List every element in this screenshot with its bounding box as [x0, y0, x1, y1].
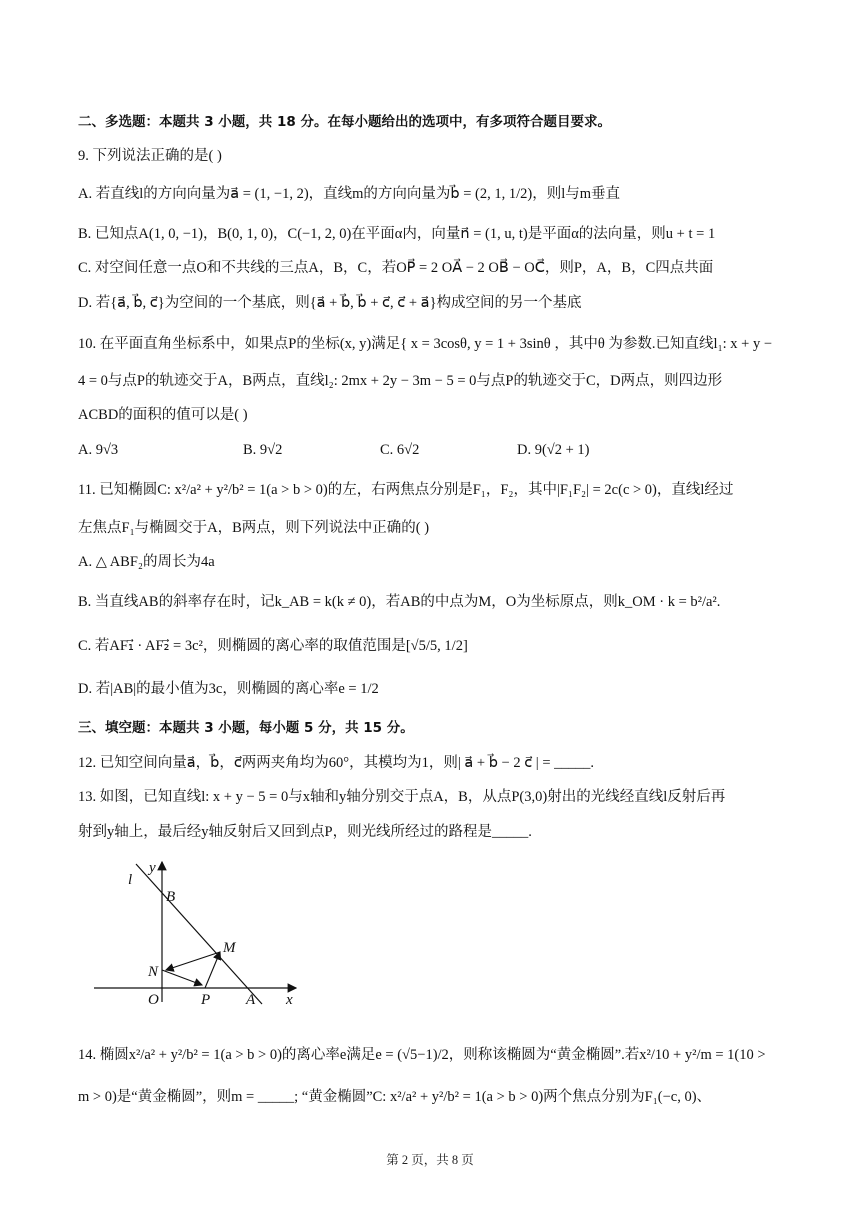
section2-header: 二、多选题：本题共 3 小题，共 18 分。在每小题给出的选项中，有多项符合题目要求。 [78, 114, 611, 130]
q13-line1: 13. 如图，已知直线l: x + y − 5 = 0与x轴和y轴分别交于点A，B，从点P(3,0)射出的光线经直线l反射后再 [78, 789, 726, 805]
q9-option-c: C. 对空间任意一点O和不共线的三点A，B，C，若OP⃗ = 2 OA⃗ − 2 OB⃗ − OC⃗，则P，A，B，C四点共面 [78, 260, 714, 276]
ray-n-to-p [162, 970, 202, 985]
q12: 12. 已知空间向量a⃗，b⃗，c⃗两两夹角均为60°，其模均为1，则| a⃗ + b⃗ − 2 c⃗ | = _____. [78, 755, 595, 771]
q9-option-b: B. 已知点A(1, 0, −1)，B(0, 1, 0)，C(−1, 2, 0)在平面α内，向量n⃗ = (1, u, t)是平面α的法向量，则u + t = 1 [78, 226, 716, 242]
label-p: P [201, 992, 211, 1008]
label-o: O [148, 992, 159, 1008]
q11-line1: 11. 已知椭圆C: x²/a² + y²/b² = 1(a > b > 0)的左，右两焦点分别是F₁，F₂，其中|F₁F₂| = 2c(c > 0)，直线l经过 [78, 482, 734, 498]
label-a: A [246, 992, 256, 1008]
label-b: B [166, 889, 176, 905]
ray-m-to-n [166, 952, 220, 970]
q11-option-b: B. 当直线AB的斜率存在时，记k_AB = k(k ≠ 0)，若AB的中点为M，O为坐标原点，则k_OM · k = b²/a². [78, 594, 721, 610]
q11-option-c: C. 若AF₁⃗ · AF₂⃗ = 3c²，则椭圆的离心率的取值范围是[√5/5, 1/2] [78, 638, 468, 654]
q11-line2: 左焦点F₁与椭圆交于A，B两点，则下列说法中正确的( ) [78, 520, 430, 536]
q10-option-d: D. 9(√2 + 1) [517, 442, 590, 458]
line-l [136, 864, 262, 1004]
label-l: l [128, 872, 133, 888]
q10-line2: 4 = 0与点P的轨迹交于A，B两点，直线l₂: 2mx + 2y − 3m − 5 = 0与点P的轨迹交于C，D两点，则四边形 [78, 373, 723, 389]
section3-header: 三、填空题：本题共 3 小题，每小题 5 分，共 15 分。 [78, 720, 414, 736]
q10-option-b: B. 9√2 [243, 442, 283, 458]
page-footer: 第 2 页，共 8 页 [386, 1153, 474, 1167]
q10-options [78, 440, 790, 460]
label-y: y [149, 860, 156, 876]
q10-option-a: A. 9√3 [78, 442, 119, 458]
label-x: x [286, 992, 293, 1008]
q9-option-a: A. 若直线l的方向向量为a⃗ = (1, −1, 2)，直线m的方向向量为b⃗ = (2, 1, 1/2)，则l与m垂直 [78, 186, 621, 202]
q10-option-c: C. 6√2 [380, 442, 420, 458]
ray-p-to-m [205, 952, 220, 988]
q11-option-d: D. 若|AB|的最小值为3c，则椭圆的离心率e = 1/2 [78, 681, 379, 697]
q9-stem: 9. 下列说法正确的是( ) [78, 148, 222, 164]
q9-option-d: D. 若{a⃗, b⃗, c⃗}为空间的一个基底，则{a⃗ + b⃗, b⃗ + c⃗, c⃗ + a⃗}构成空间的另一个基底 [78, 295, 582, 311]
q13-line2: 射到y轴上，最后经y轴反射后又回到点P，则光线所经过的路程是_____. [78, 824, 532, 840]
q10-line1: 10. 在平面直角坐标系中，如果点P的坐标(x, y)满足{ x = 3cosθ, y = 1 + 3sinθ ，其中θ 为参数.已知直线l₁: x + y − [78, 336, 773, 352]
label-n: N [148, 964, 159, 980]
q11-option-a: A. △ ABF₂的周长为4a [78, 554, 215, 570]
label-m: M [223, 940, 236, 956]
q13-figure [86, 852, 316, 1017]
q10-line3: ACBD的面积的值可以是( ) [78, 407, 248, 423]
q14-line1: 14. 椭圆x²/a² + y²/b² = 1(a > b > 0)的离心率e满足e = (√5−1)/2，则称该椭圆为“黄金椭圆”.若x²/10 + y²/m = 1(10 > [78, 1047, 766, 1063]
coordinate-diagram [86, 852, 316, 1012]
q14-line2: m > 0)是“黄金椭圆”，则m = _____; “黄金椭圆”C: x²/a² + y²/b² = 1(a > b > 0)两个焦点分别为F₁(−c, 0)、 [78, 1089, 712, 1105]
